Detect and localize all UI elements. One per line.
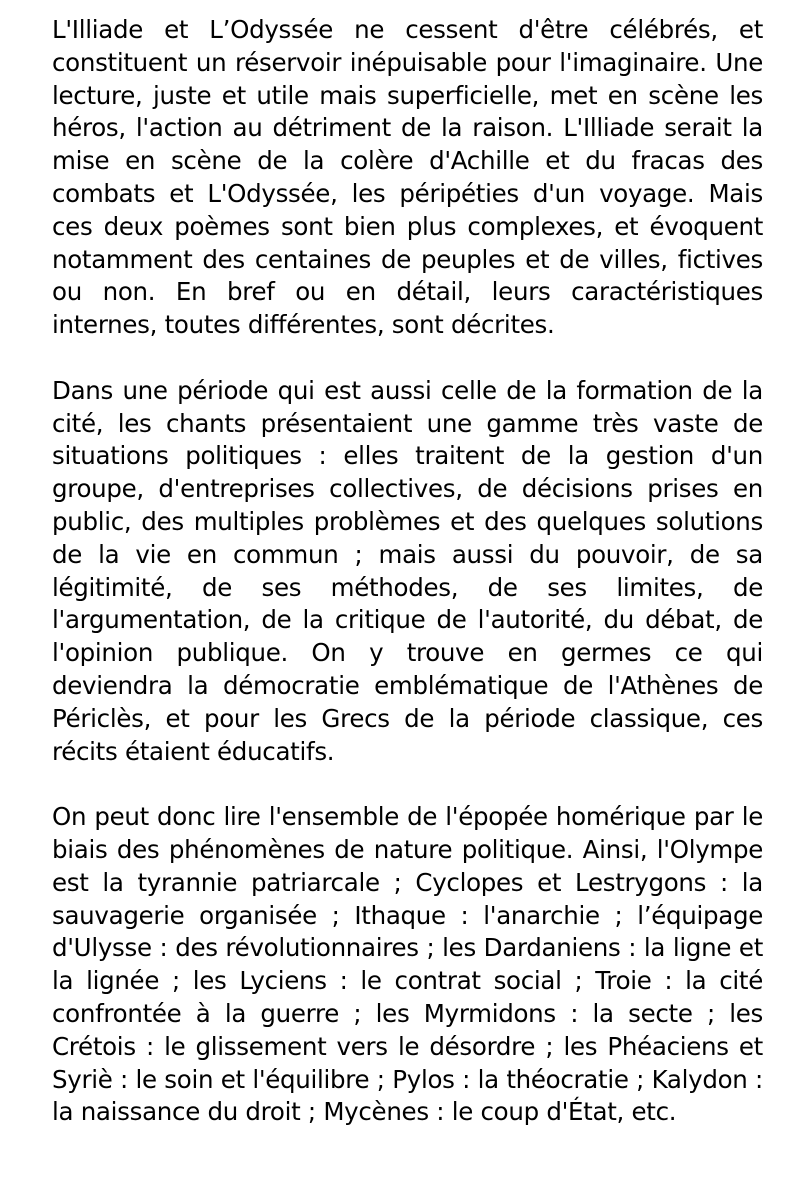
paragraph-1: L'Illiade et L’Odyssée ne cessent d'être célébrés, et constituent un réservoir inépuisable pour l'imaginaire. Une lecture, juste et utile mais superficielle, met en scène les héros, l'action au détriment de la raison. L'Illiade serait la mise en scène de la colère d'Achille et du fracas des combats et L'Odyssée, les péripéties d'un voyage. Mais ces deux poèmes sont bien plus complexes, et évoquent notamment des centaines de peuples et de villes, fictives ou non. En bref ou en détail, leurs caractéristiques internes, toutes différentes, sont décrites. — [52, 15, 763, 340]
paragraph-2: Dans une période qui est aussi celle de la formation de la cité, les chants présentaient une gamme très vaste de situations politiques : elles traitent de la gestion d'un groupe, d'entreprises collectives, de décisions prises en public, des multiples problèmes et des quelques solutions de la vie en commun ; mais aussi du pouvoir, de sa légitimité, de ses méthodes, de ses limites, de l'argumentation, de la critique de l'autorité, du débat, de l'opinion publique. On y trouve en germes ce qui deviendra la démocratie emblématique de l'Athènes de Périclès, et pour les Grecs de la période classique, ces récits étaient éducatifs. — [52, 375, 763, 766]
paragraph-3: On peut donc lire l'ensemble de l'épopée homérique par le biais des phénomènes de nature politique. Ainsi, l'Olympe est la tyrannie patriarcale ; Cyclopes et Lestrygons : la sauvagerie organisée ; Ithaque : l'anarchie ; l’équipage d'Ulysse : des révolutionnaires ; les Dardaniens : la ligne et la lignée ; les Lyciens : le contrat social ; Troie : la cité confrontée à la guerre ; les Myrmidons : la secte ; les Crétois : le glissement vers le désordre ; les Phéaciens et Syriè : le soin et l'équilibre ; Pylos : la théocratie ; Kalydon : la naissance du droit ; Mycènes : le coup d'État, etc. — [52, 802, 763, 1127]
document-page — [52, 14, 763, 1129]
